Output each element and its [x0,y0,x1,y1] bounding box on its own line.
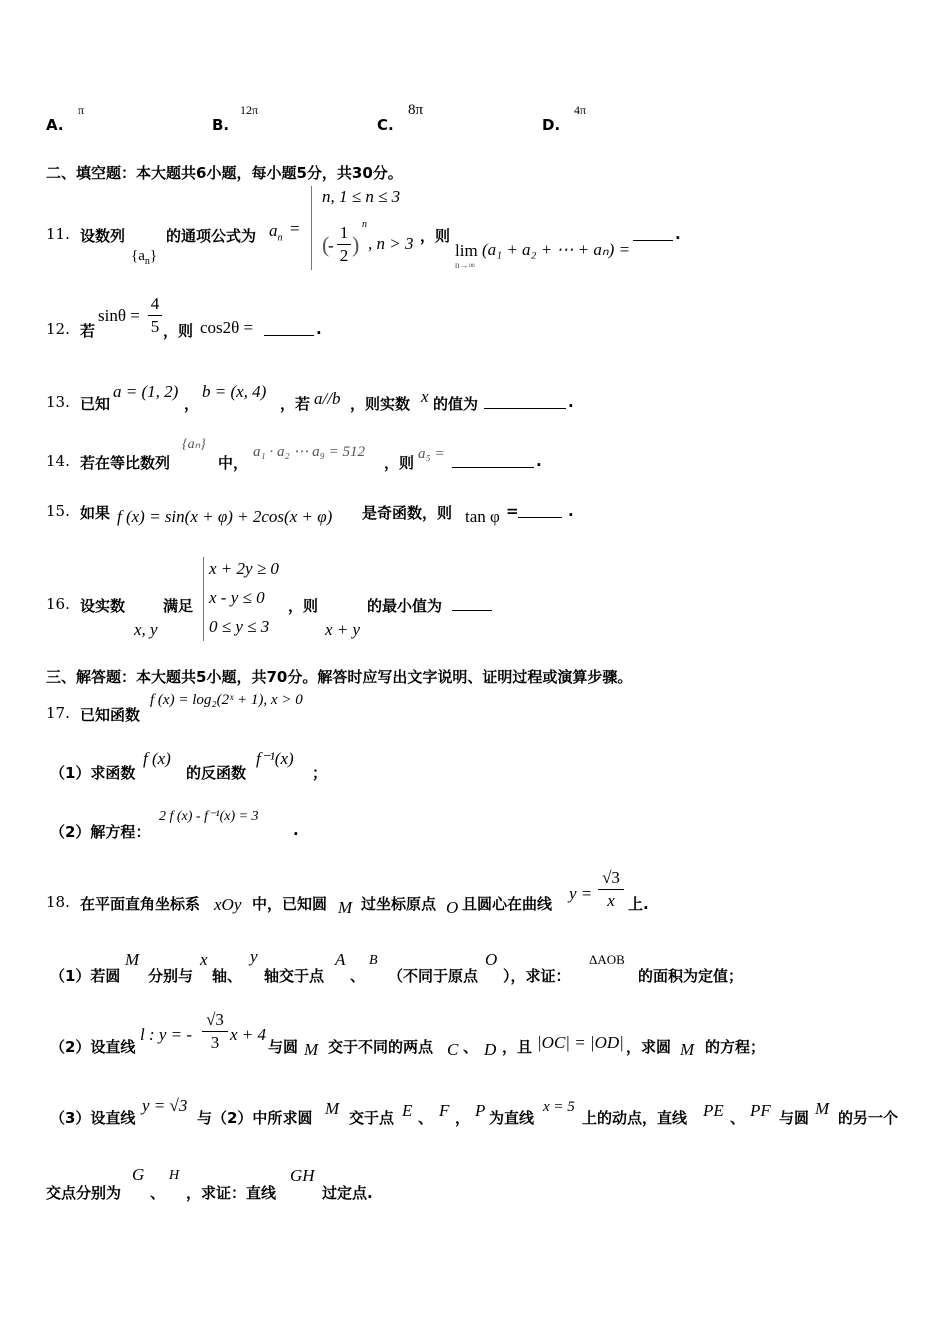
q11-case1: n, 1 ≤ n ≤ 3 [322,187,401,206]
q14-text2: 中， [218,454,249,472]
q18-part1-text4: （不同于原点 [388,967,479,985]
q18-curve-num: √3 [602,868,620,887]
q18-part1-triangle: ΔAOB [589,952,625,967]
q11-case2-fraction [337,223,351,266]
q16-text1: 设实数 [80,597,126,615]
q11-text1: 设数列 [80,227,126,245]
q11-case-brace [311,186,312,270]
q18-part3-y: y = √3 [142,1096,188,1115]
q18-part3-cont-text1: 交点分别为 [46,1184,122,1202]
q18-part1-label: （1）若圆 [50,967,121,985]
q17-part1-text: 的反函数 [186,764,247,782]
q14-product: a₁ · a₂ ⋯ a₉ = 512 [253,444,366,460]
section2-heading: 二、填空题：本大题共6小题，每小题5分，共30分。 [46,164,403,182]
q17-part1-end: ； [312,764,328,782]
q15-end: . [568,502,574,520]
q16-constraint2: x - y ≤ 0 [209,588,265,607]
q18-part3-PE: PE [703,1101,724,1120]
q18-curve-den: x [607,891,615,910]
q18-part3-G: G [132,1165,145,1184]
q18-text5: 上. [628,895,649,913]
q18-part3-cont-text3: 过定点. [322,1184,373,1202]
q18-part3-sep: 、 [418,1109,434,1127]
q13-parallel: a//b [314,389,341,408]
q18-curve-fraction [598,868,624,911]
choice-c-label: C. [377,116,394,134]
q17-part2-equation: 2 f (x) - f⁻¹(x) = 3 [159,809,259,824]
q11-answer-blank[interactable] [633,226,673,241]
q16-xy: x, y [134,620,158,639]
choice-a-label: A. [46,116,64,134]
q18-part3-text6: 的另一个 [838,1109,899,1127]
q13-text1: 已知 [80,395,111,413]
choice-a-value: π [78,103,85,117]
q12-denominator: 5 [150,317,160,336]
q18-part2-rest: x + 4 [230,1025,267,1044]
q18-part2-label: （2）设直线 [50,1038,136,1056]
q13-number: 13. [46,393,70,411]
q18-part2-text2: 交于不同的两点 [328,1038,434,1056]
q15-tan: tan φ [465,507,500,526]
q13-text2: ，若 [280,395,311,413]
q16-expr: x + y [325,620,361,639]
choice-c-value: 8π [408,102,424,118]
q14-a5: a₅ = [418,446,445,462]
q16-answer-blank[interactable] [452,596,492,611]
q18-part2-text5: 的方程； [705,1038,766,1056]
q11-case2-den: 2 [339,246,349,265]
q18-part2-line: l : y = - [140,1025,193,1044]
q13-x: x [421,387,429,406]
q11-text2: 的通项公式为 [166,227,257,245]
q18-part3-text5: 与圆 [779,1109,810,1127]
q17-part1-f: f (x) [143,749,171,768]
q18-part2-den: 3 [210,1033,220,1052]
q11-lim: lim [455,241,478,260]
q18-text2: 中，已知圆 [252,895,328,913]
q15-answer-blank[interactable] [518,503,562,518]
q13-text3: ，则实数 [350,395,411,413]
q18-part2-M: M [304,1040,319,1059]
q17-number: 17. [46,704,70,722]
q11-lim-expr: (a₁ + a₂ + ⋯ + aₙ) = [482,240,631,259]
q18-part3-H: H [169,1168,180,1183]
q18-part1-text5: ），求证： [503,967,571,985]
q11-text3: ，则 [420,227,451,245]
q18-part3-sep3: 、 [730,1109,746,1127]
q12-rhs: cos2θ = [200,318,254,337]
q14-seq: {aₙ} [182,437,206,452]
q16-number: 16. [46,595,70,613]
q18-part2-text1: 与圆 [268,1038,299,1056]
q12-fraction [148,294,162,337]
q18-part2-text3: ，且 [502,1038,533,1056]
q17-part2-label: （2）解方程： [50,823,151,841]
q18-part1-text6: 的面积为定值； [638,967,744,985]
q16-text2: 满足 [163,597,194,615]
q16-constraint3: 0 ≤ y ≤ 3 [209,617,270,636]
q18-part3-F: F [439,1101,450,1120]
q18-part2-C: C [447,1040,459,1059]
q18-part3-text2: 交于点 [349,1109,395,1127]
q11-an: $a_n$ [269,221,283,244]
q14-number: 14. [46,452,70,470]
q18-part3-cont-text2: ，求证：直线 [186,1184,277,1202]
q18-part3-E: E [402,1101,413,1120]
q15-number: 15. [46,502,70,520]
q17-text1: 已知函数 [80,706,141,724]
fraction-bar [598,889,624,890]
q18-part1-x: x [200,950,208,969]
q11-eq: = [290,219,300,238]
q16-text4: 的最小值为 [367,597,443,615]
q16-text3: ，则 [288,597,319,615]
q11-end: . [675,225,681,243]
q18-part3-x5: x = 5 [543,1099,575,1115]
q11-paren-left: ( [322,232,330,257]
q18-text3: 过坐标原点 [361,895,437,913]
q11-case2-cond: , n > 3 [368,234,414,253]
q15-function: f (x) = sin(x + φ) + 2cos(x + φ) [117,507,333,526]
q16-constraint-brace [203,557,204,641]
q13-b-vector: b = (x, 4) [202,382,267,401]
q18-number: 18. [46,893,70,911]
fraction-bar [148,315,162,316]
fraction-bar [337,244,351,245]
q18-part2-M2: M [680,1040,695,1059]
q18-part2-text4: ，求圆 [626,1038,672,1056]
section3-heading: 三、解答题：本大题共5小题，共70分。解答时应写出文字说明、证明过程或演算步骤。 [46,668,633,686]
q18-xoy: xOy [214,895,242,914]
q17-function: f (x) = log₂(2ˣ + 1), x > 0 [150,692,303,708]
choice-b-label: B. [212,116,230,134]
q18-part2-D: D [484,1040,497,1059]
q18-part3-PF: PF [750,1101,771,1120]
q17-part1-label: （1）求函数 [50,764,136,782]
fraction-bar [202,1031,228,1032]
choice-d-label: D. [542,116,561,134]
q13-text4: 的值为 [433,395,479,413]
choice-d-value: 4π [574,103,587,117]
q13-answer-blank[interactable] [484,394,566,409]
q14-text1: 若在等比数列 [80,454,171,472]
q12-number: 12. [46,320,70,338]
q17-part1-finv: f⁻¹(x) [256,749,294,768]
q12-answer-blank[interactable] [264,321,314,336]
q18-part3-text4: 上的动点，直线 [582,1109,688,1127]
q18-y-eq: y = [569,884,593,903]
q18-part1-y: y [250,947,258,966]
q18-part1-O: O [485,950,498,969]
q18-part3-text3: 为直线 [489,1109,535,1127]
q18-part3-M: M [325,1099,340,1118]
q18-part1-text3: 轴交于点 [264,967,325,985]
q16-constraint1: x + 2y ≥ 0 [209,559,279,578]
q14-text3: ，则 [384,454,415,472]
q18-O: O [446,898,459,917]
q12-numerator: 4 [150,294,160,313]
q18-part2-abs: |OC| = |OD| [537,1033,624,1052]
q18-part1-sep: 、 [350,967,366,985]
q12-text1: 若 [80,322,96,340]
q14-answer-blank[interactable] [452,453,534,468]
q18-text1: 在平面直角坐标系 [80,895,201,913]
q18-part3-M2: M [815,1099,830,1118]
q18-part1-M: M [125,950,140,969]
q11-case2-minus: - [328,236,334,255]
q13-end: . [568,393,574,411]
q11-case2-num: 1 [339,223,349,242]
q13-comma: ， [184,395,200,413]
q18-part1-B: B [369,953,378,968]
q18-text4: 且圆心在曲线 [462,895,553,913]
q15-text1: 如果 [80,504,111,522]
q12-lhs: sinθ = [98,306,140,325]
q18-part3-label: （3）设直线 [50,1109,136,1127]
q11-number: 11. [46,225,70,243]
q18-part1-A: A [335,950,346,969]
q13-a-vector: a = (1, 2) [113,382,179,401]
q18-part3-text1: 与（2）中所求圆 [197,1109,313,1127]
q18-part3-cont-sep: 、 [150,1184,166,1202]
q14-end: . [536,452,542,470]
q18-part2-sep: 、 [463,1038,479,1056]
q18-part1-text1: 分别与 [148,967,194,985]
q12-text2: ，则 [163,322,194,340]
q18-part3-P: P [475,1101,486,1120]
q11-seq: $\{a_n\}$ [131,248,158,267]
q11-lim-sub: n→∞ [455,260,475,270]
q18-part3-sep2: ， [455,1109,471,1127]
q15-text2: 是奇函数，则 [362,504,453,522]
q12-end: . [316,320,322,338]
q17-part2-end: . [293,821,299,839]
q18-part1-text2: 轴、 [212,967,243,985]
q11-paren-right: ) [352,232,360,257]
q18-part2-num: √3 [206,1010,224,1029]
q15-eq: = [506,502,519,520]
q18-part3-GH: GH [290,1166,315,1185]
q11-case2-exp: n [362,219,367,230]
q18-M: M [338,898,353,917]
choice-b-value: 12π [240,103,259,117]
q18-part2-fraction [202,1010,228,1053]
